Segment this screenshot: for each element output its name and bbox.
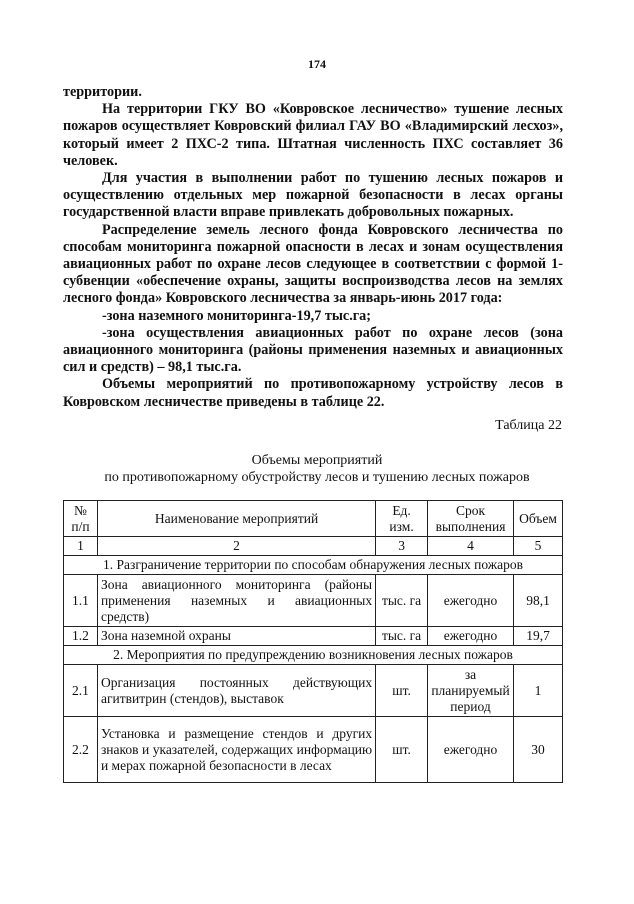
row-number: 2.1 [64,665,98,717]
measures-table [63,500,563,783]
table-title-line2: по противопожарному обустройству лесов и тушению лесных пожаров [104,470,530,485]
section-heading-1: 1. Разграничение территории по способам обнаружения лесных пожаров [64,556,563,575]
section-row [64,556,563,575]
row-volume: 98,1 [514,575,563,627]
column-number: 3 [376,537,428,556]
row-volume: 19,7 [514,627,563,646]
row-number: 2.2 [64,717,98,783]
row-term: ежегодно [428,575,514,627]
header-volume: Объем [514,501,563,537]
section-row [64,646,563,665]
row-term: ежегодно [428,717,514,783]
body-text [63,84,563,411]
header-unit: Ед. изм. [376,501,428,537]
row-number: 1.1 [64,575,98,627]
table-row [64,575,563,627]
page-number: 174 [308,57,326,71]
row-number: 1.2 [64,627,98,646]
paragraph-continuation: территории. [63,84,142,100]
table-header-row [64,501,563,537]
table-title [0,452,634,486]
header-name: Наименование мероприятий [97,501,375,537]
table-row [64,627,563,646]
row-volume: 1 [514,665,563,717]
column-number-row [64,537,563,556]
paragraph-ground-zone: -зона наземного мониторинга-19,7 тыс.га; [102,307,372,324]
table-row [64,717,563,783]
row-volume: 30 [514,717,563,783]
row-term: за планируемый период [428,665,514,717]
paragraph-volunteers: Для участия в выполнении работ по тушению лесных пожаров и осуществлению отдельных мер пожарной безопасности в лесах органы государственной власти вправе привлекать добровольных пожарных. [63,170,563,221]
row-unit: тыс. га [376,627,428,646]
row-unit: шт. [376,717,428,783]
column-number: 4 [428,537,514,556]
row-unit: тыс. га [376,575,428,627]
paragraph-fire-service: На территории ГКУ ВО «Ковровское лесничество» тушение лесных пожаров осуществляет Ковровский филиал ГАУ ВО «Владимирский лесхоз», который имеет 2 ПХС-2 типа. Штатная численность ПХС составляет 36 человек. [63,101,563,169]
column-number: 1 [64,537,98,556]
row-term: ежегодно [428,627,514,646]
row-name: Зона авиационного мониторинга (районы применения наземных и авиационных средств) [97,575,375,627]
paragraph-land-distribution: Распределение земель лесного фонда Ковровского лесничества по способам мониторинга пожарной опасности в лесах и зонам осуществления авиационных работ по охране лесов следующее в соответствии с формой 1-субвенции «обеспечение охраны, защиты воспроизводства лесов на землях лесного фонда» Ковровского лесничества за январь-июнь 2017 года: [63,221,563,307]
table-caption: Таблица 22 [495,418,562,433]
paragraph-aviation-zone: -зона осуществления авиационных работ по охране лесов (зона авиационного мониторинга (районы применения наземных и авиационных сил и средств) – 98,1 тыс.га. [63,324,563,376]
column-number: 2 [97,537,375,556]
row-unit: шт. [376,665,428,717]
row-name: Зона наземной охраны [97,627,375,646]
section-heading-2: 2. Мероприятия по предупреждению возникновения лесных пожаров [64,646,563,665]
paragraph-table-reference: Объемы мероприятий по противопожарному устройству лесов в Ковровском лесничестве приведены в таблице 22. [63,376,563,410]
column-number: 5 [514,537,563,556]
table-title-line1: Объемы мероприятий [251,453,383,468]
table-row [64,665,563,717]
row-name: Установка и размещение стендов и других знаков и указателей, содержащих информацию и мерах пожарной безопасности в лесах [97,717,375,783]
header-number: № п/п [64,501,98,537]
row-name: Организация постоянных действующих агитвитрин (стендов), выставок [97,665,375,717]
header-term: Срок выполнения [428,501,514,537]
